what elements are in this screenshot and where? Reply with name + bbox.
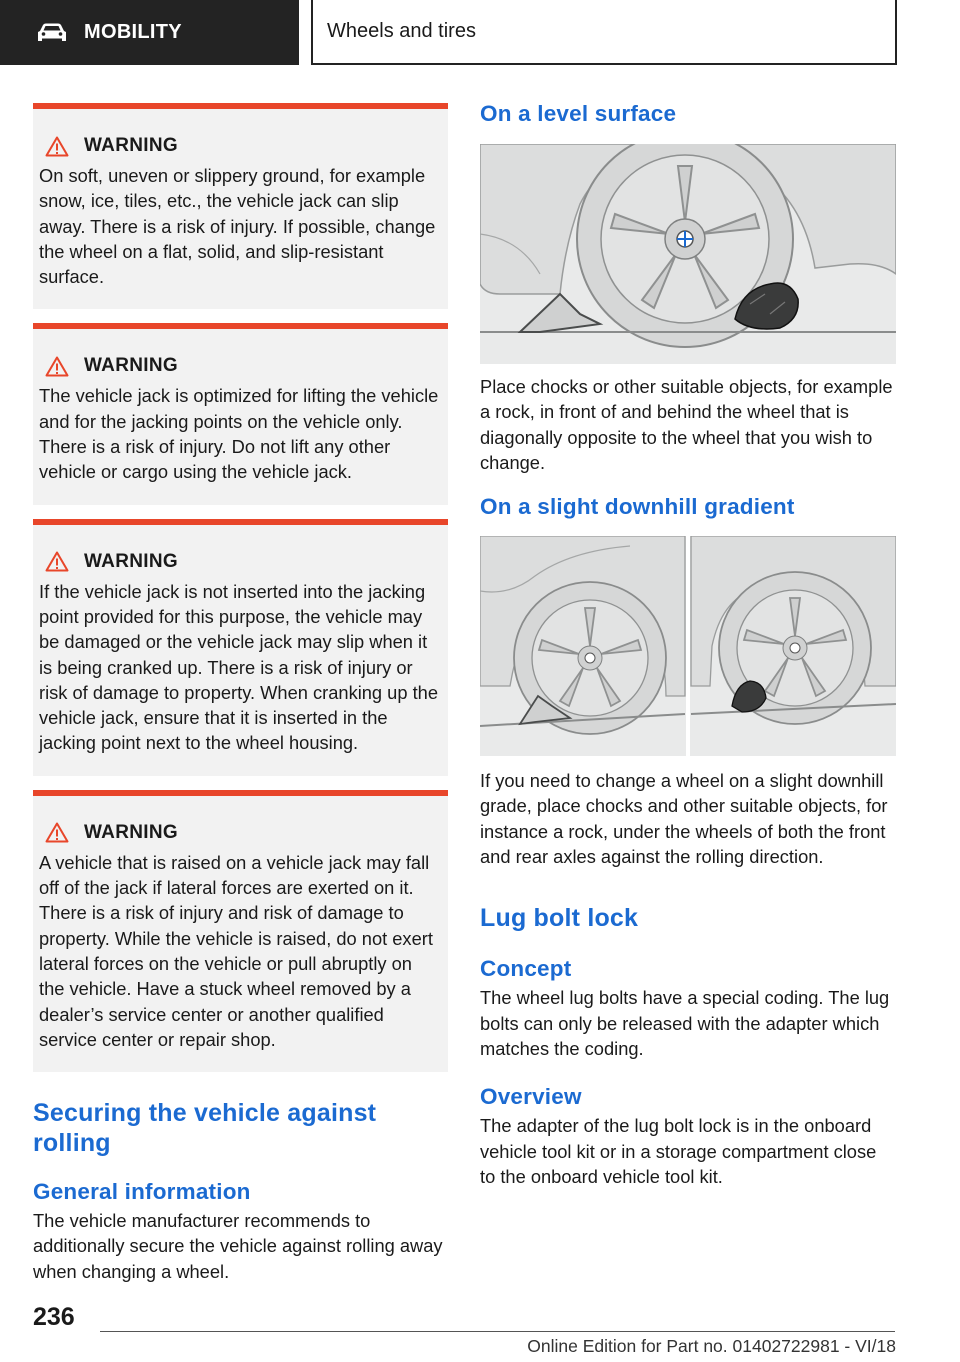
car-icon xyxy=(36,22,68,44)
level-surface-text: Place chocks or other suitable objects, for example a rock, in front of and behind the wheel that is diagonally opposite to the wheel that you wish to change. xyxy=(480,376,893,473)
warning-box xyxy=(33,519,448,776)
overview-text: The adapter of the lug bolt lock is in the onboard vehicle tool kit or in a storage compartment close to the onboard vehicle tool kit. xyxy=(480,1115,877,1187)
illustration-downhill-gradient xyxy=(480,536,896,756)
concept-text: The wheel lug bolts have a special coding. The lug bolts can only be released with the adapter which matches the coding. xyxy=(480,987,890,1059)
section-tab xyxy=(0,0,299,65)
chapter-title: Wheels and tires xyxy=(327,20,476,42)
warning-box xyxy=(33,103,448,309)
section-label: MOBILITY xyxy=(84,21,182,43)
warning-label: WARNING xyxy=(84,821,178,843)
warning-text: If the vehicle jack is not inserted into the jacking point provided for this purpose, the vehicle may be damaged or the vehicle jack may slip when it is being cranked up. There is a risk of injury or risk of damage to property. When cranking up the vehicle jack, ensure that it is inserted in the jacking point next to the wheel housing. xyxy=(39,580,439,754)
left-column xyxy=(33,103,448,1284)
warning-box xyxy=(33,790,448,1072)
warning-box xyxy=(33,323,448,504)
downhill-gradient-text: If you need to change a wheel on a slight downhill grade, place chocks and other suitable objects, for instance a rock, under the wheels of both the front and rear axles against the rolling direction. xyxy=(480,770,888,868)
warning-label: WARNING xyxy=(84,355,178,377)
warning-triangle-icon xyxy=(45,136,69,157)
warning-text: The vehicle jack is optimized for lifting the vehicle and for the jacking points on the vehicle only. There is a risk of injury. Do not lift any other vehicle or cargo using the vehicle jack. xyxy=(39,385,439,483)
warning-label: WARNING xyxy=(84,550,178,572)
warning-triangle-icon xyxy=(45,551,69,572)
subheading-general-information: General information xyxy=(33,1179,251,1205)
section-heading-securing: Securing the vehicle against rolling xyxy=(33,1099,377,1158)
subheading-concept: Concept xyxy=(480,956,572,982)
right-column xyxy=(480,100,896,1189)
warning-triangle-icon xyxy=(45,356,69,377)
footer-divider xyxy=(100,1331,895,1332)
section-heading-lug-bolt-lock: Lug bolt lock xyxy=(480,904,639,933)
illustration-level-surface xyxy=(480,144,896,364)
subheading-downhill-gradient: On a slight downhill gradient xyxy=(480,494,795,520)
warning-triangle-icon xyxy=(45,822,69,843)
page-number: 236 xyxy=(33,1303,75,1331)
edition-note: Online Edition for Part no. 01402722981 - VI/18 xyxy=(527,1336,896,1356)
warning-text: A vehicle that is raised on a vehicle jack may fall off of the jack if lateral forces are exerted on it. There is a risk of injury and risk of damage to property. While the vehicle is raised, do not exert lateral forces on the vehicle or pull abruptly on the vehicle. Have a stuck wheel removed by a dealer’s service center or another qualified service center or repair shop. xyxy=(39,851,433,1050)
subheading-overview: Overview xyxy=(480,1084,582,1110)
chapter-header xyxy=(311,0,897,65)
warning-text: On soft, uneven or slippery ground, for example snow, ice, tiles, etc., the vehicle jack can slip away. There is a risk of injury. If possible, change the wheel on a flat, solid, and slip-resistant surface. xyxy=(39,165,436,288)
general-information-text: The vehicle manufacturer recommends to additionally secure the vehicle against rolling away when changing a wheel. xyxy=(33,1210,443,1282)
subheading-level-surface: On a level surface xyxy=(480,101,677,126)
warning-label: WARNING xyxy=(84,135,178,156)
